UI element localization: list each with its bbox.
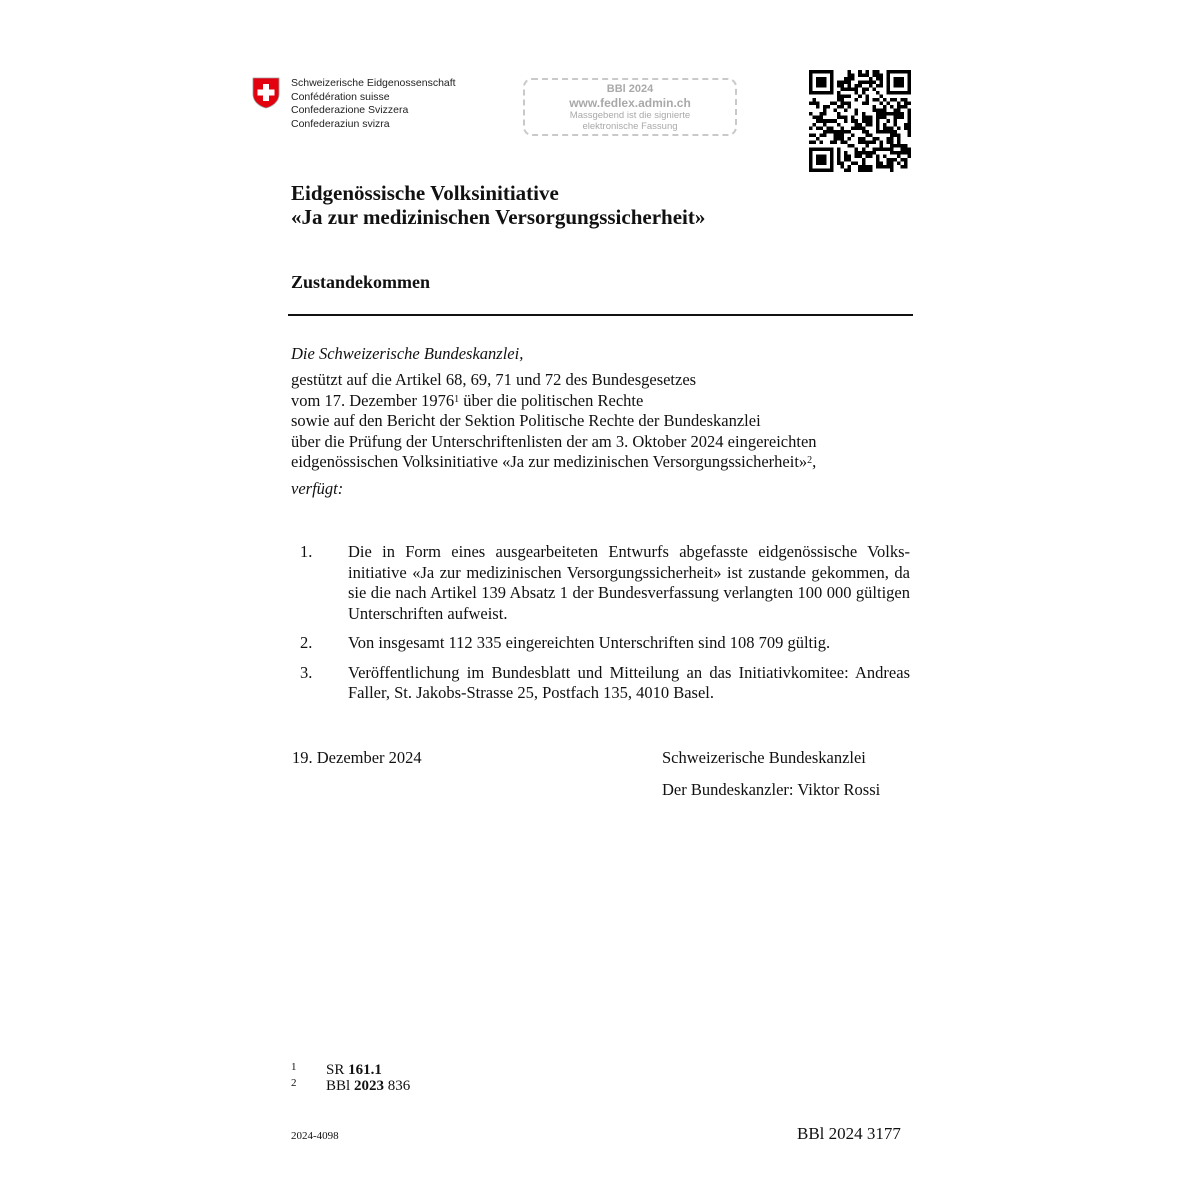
footnote-ref-1[interactable]: 1	[454, 393, 460, 405]
confederation-line-rm: Confederaziun svizra	[291, 117, 390, 130]
footnote-number: 1	[291, 1061, 297, 1073]
footnote-text[interactable]: SR 161.1	[326, 1062, 382, 1078]
confederation-name	[291, 77, 456, 131]
title-divider	[288, 314, 913, 316]
decision-number: 2.	[300, 633, 313, 652]
decision-item	[300, 542, 910, 624]
footnote-number: 2	[291, 1077, 297, 1089]
publication-stamp	[523, 78, 737, 136]
preamble	[291, 370, 911, 473]
chancellor-signature: Der Bundeskanzler: Viktor Rossi	[662, 780, 881, 799]
stamp-url: www.fedlex.admin.ch	[569, 96, 691, 110]
title-line-1: Eidgenössische Volksinitiative	[291, 181, 559, 205]
issuing-authority: Die Schweizerische Bundeskanzlei,	[291, 344, 524, 363]
decree-verb: verfügt:	[291, 479, 344, 498]
preamble-line: gestützt auf die Artikel 68, 69, 71 und 72 des Bundesgesetzes	[291, 370, 697, 389]
decision-item	[300, 633, 910, 654]
decision-number: 3.	[300, 662, 313, 682]
page-citation: BBl 2024 3177	[797, 1124, 901, 1143]
decision-date: 19. Dezember 2024	[292, 748, 422, 767]
preamble-line: eidgenössischen Volksinitiative «Ja zur medizinischen Versorgungssicherheit»$^2$,	[291, 452, 817, 471]
decision-text: Von insgesamt 112 335 eingereichten Unterschriften sind 108 709 gültig.	[348, 633, 831, 652]
preamble-line: sowie auf den Bericht der Sektion Politische Rechte der Bundeskanzlei	[291, 411, 761, 430]
title-line-2: «Ja zur medizinischen Versorgungssicherheit»	[291, 205, 706, 229]
footnote-text[interactable]: BBl 2023 836	[326, 1078, 411, 1094]
footnote-ref-2[interactable]: 2	[807, 455, 813, 466]
section-title: Zustandekommen	[291, 272, 431, 292]
confederation-line-it: Confederazione Svizzera	[291, 104, 409, 116]
preamble-line: über die Prüfung der Unterschriftenlisten der am 3. Oktober 2024 eingereichten	[291, 431, 817, 451]
confederation-line-de: Schweizerische Eidgenossenschaft	[291, 77, 456, 89]
decision-text: Die in Form eines ausgearbeiteten Entwurfs abgefasste eidgenössische Volksinitiative «Ja zur medizinischen Versorgungssicherheit» ist zustande gekommen, da sie die nach Artikel 139 Absatz 1 der Bundesverfassung verlangten 100 000 gültigen Unterschriften aufweist.	[348, 542, 910, 623]
swiss-coat-of-arms-icon	[252, 77, 280, 109]
stamp-note-1: Massgebend ist die signierte	[569, 110, 691, 121]
stamp-gazette: BBl 2024	[606, 83, 654, 95]
decision-text: Veröffentlichung im Bundesblatt und Mitteilung an das Initiativkomitee: Andreas Faller, St. Jakobs-Strasse 25, Postfach 135, 4010 Basel.	[348, 662, 910, 702]
decision-list	[300, 542, 910, 713]
document-number: 2024-4098	[291, 1130, 339, 1142]
confederation-line-fr: Confédération suisse	[291, 90, 390, 103]
issuing-institution: Schweizerische Bundeskanzlei	[662, 748, 866, 767]
stamp-note-2: elektronische Fassung	[582, 121, 678, 132]
qr-code-icon	[809, 70, 911, 172]
decision-item	[300, 663, 910, 704]
preamble-line: vom 17. Dezember 1976$^1$ über die politischen Rechte	[291, 390, 644, 410]
decision-number: 1.	[300, 542, 313, 561]
document-title	[291, 181, 705, 229]
